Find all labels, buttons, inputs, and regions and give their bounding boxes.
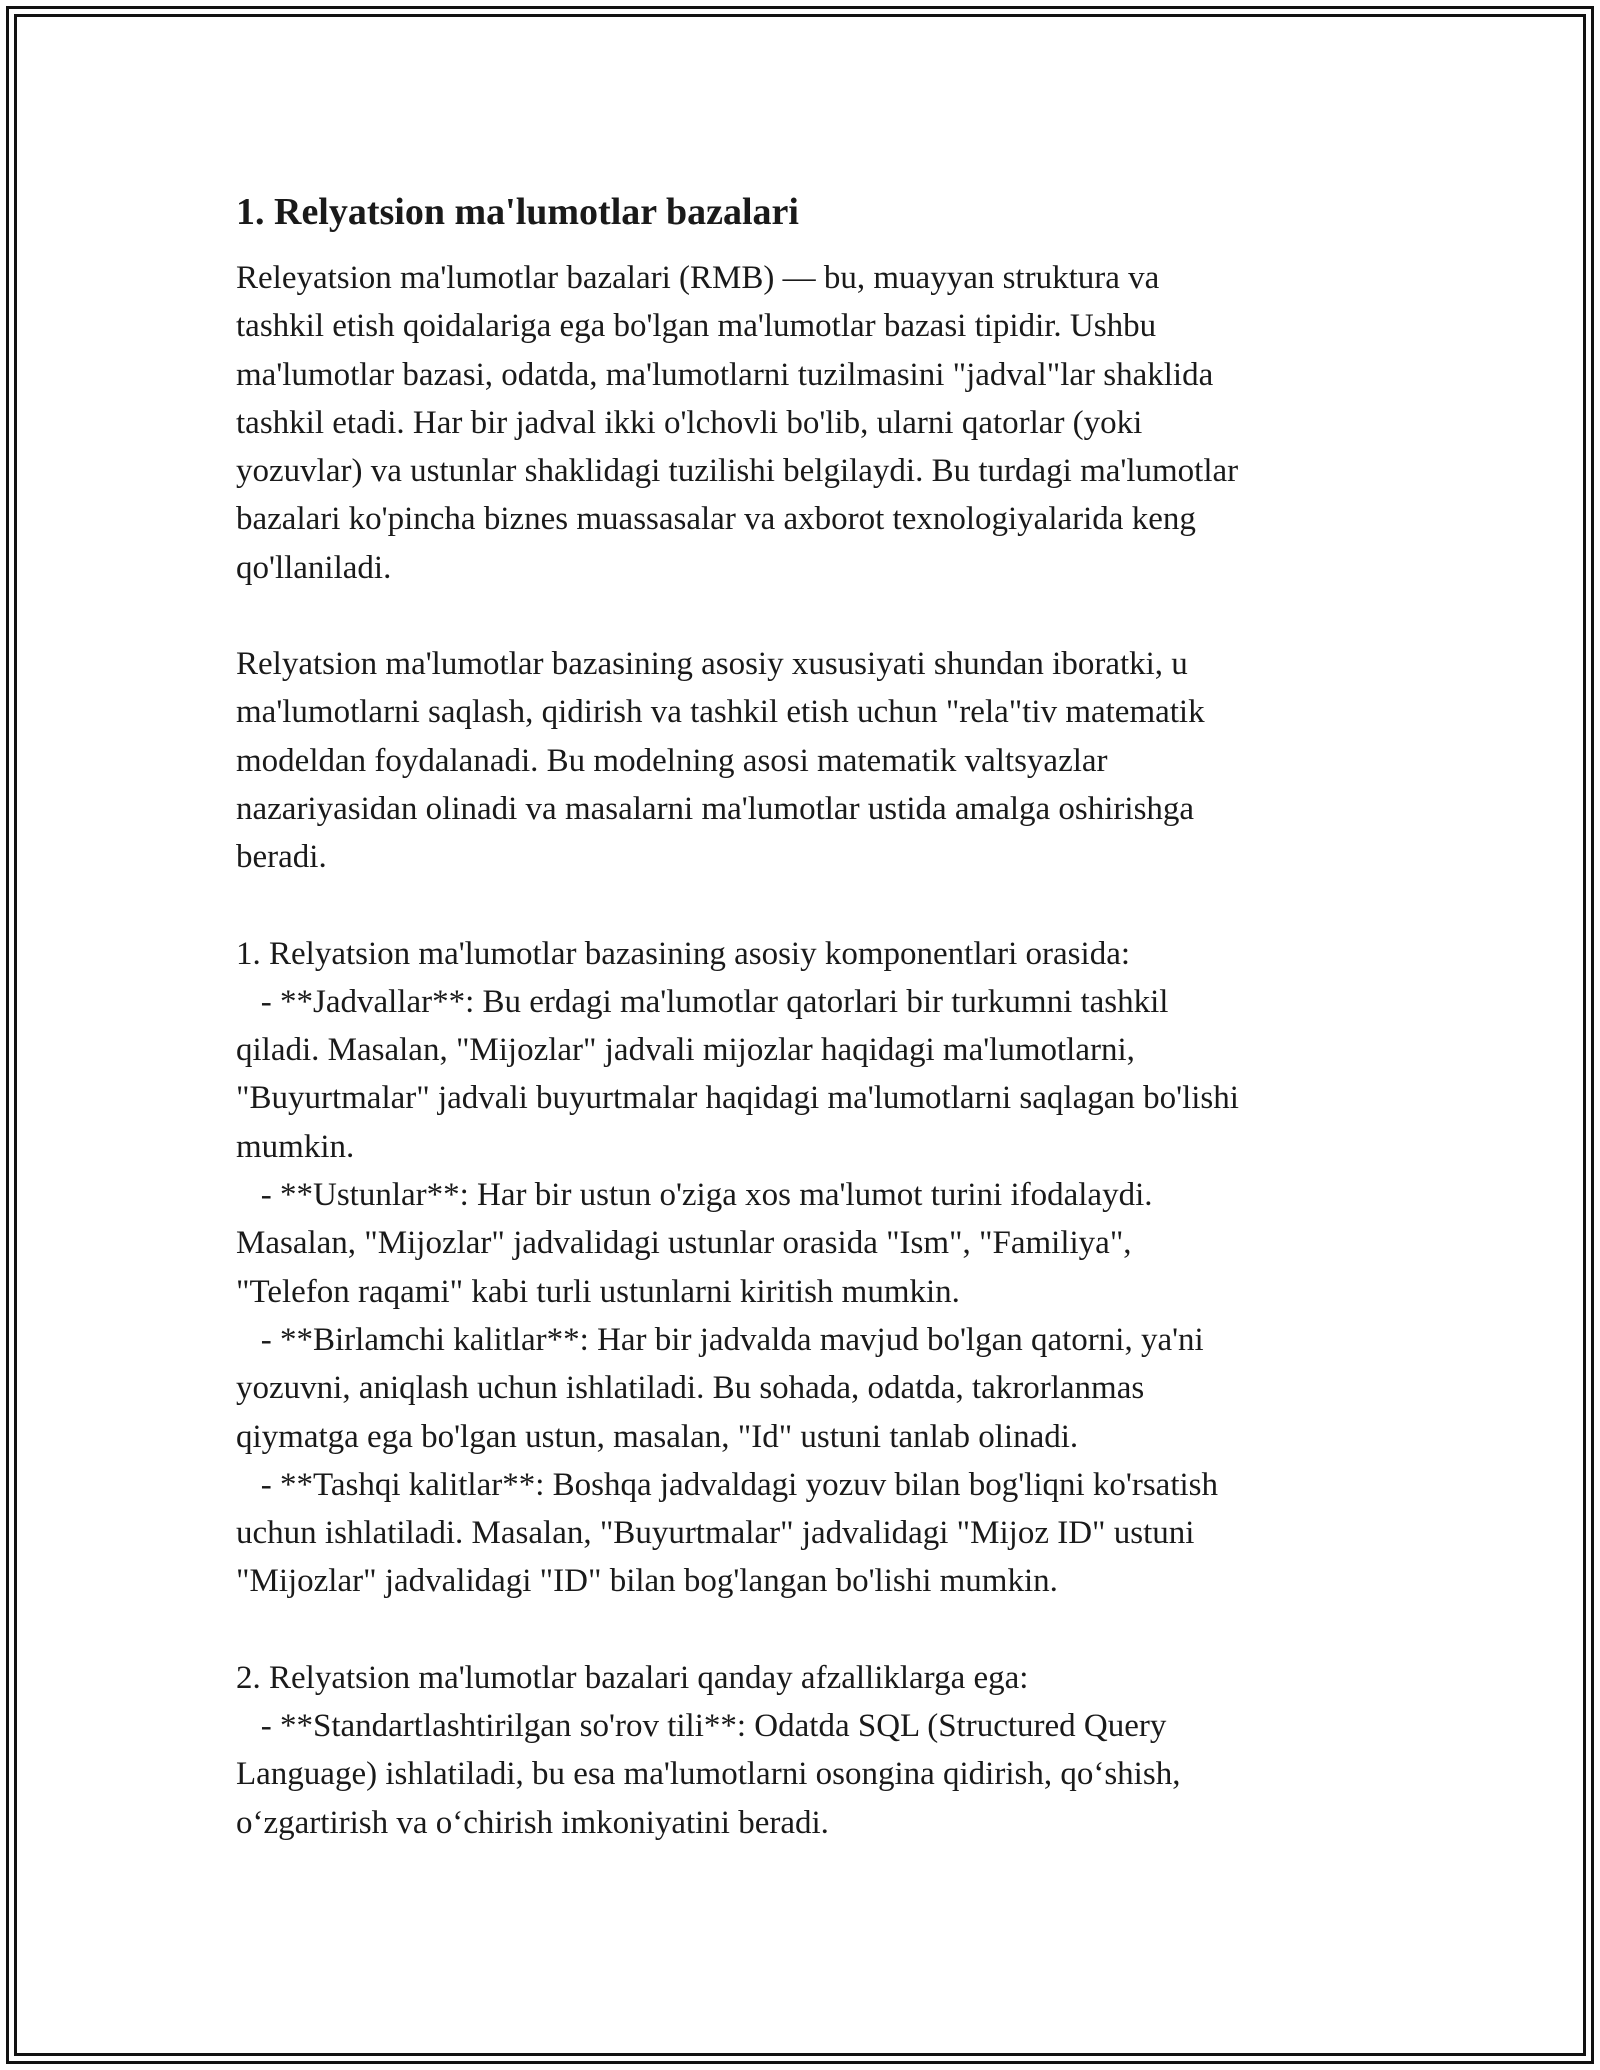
paragraph-advantages-list: 2. Relyatsion ma'lumotlar bazalari qanday afzalliklarga ega: - **Standartlashtirilgan so'rov tili**: Odatda SQL (Structured Query Language) ishlatiladi, bu esa ma'lumotlarni osongina qidirish, qo‘shish, o‘zgartirish va o‘chirish imkoniyatini beradi. (236, 1659, 1181, 1841)
paragraph-components-list: 1. Relyatsion ma'lumotlar bazasining asosiy komponentlari orasida: - **Jadvallar**: Bu erdagi ma'lumotlar qatorlari bir turkumni tashkil qiladi. Masalan, "Mijozlar" jadvali mijozlar haqidagi ma'lumotlarni, "Buyurtmalar" jadvali buyurtmalar haqidagi ma'lumotlarni saqlagan bo'lishi mumkin. - **Ustunlar**: Har bir ustun o'ziga xos ma'lumot turini ifodalaydi. Masalan, "Mijozlar" jadvalidagi ustunlar orasida "Ism", "Familiya", "Telefon raqami" kabi turli ustunlarni kiritish mumkin. - **Birlamchi kalitlar**: Har bir jadvalda mavjud bo'lgan qatorni, ya'ni yozuvni, aniqlash uchun ishlatiladi. Bu sohada, odatda, takrorlanmas qiymatga ega bo'lgan ustun, masalan, "Id" ustuni tanlab olinadi. - **Tashqi kalitlar**: Boshqa jadvaldagi yozuv bilan bog'liqni ko'rsatish uchun ishlatiladi. Masalan, "Buyurtmalar" jadvalidagi "Mijoz ID" ustuni "Mijozlar" jadvalidagi "ID" bilan bog'langan bo'lishi mumkin. (236, 935, 1239, 1600)
paragraph-intro: Releyatsion ma'lumotlar bazalari (RMB) — bu, muayyan struktura va tashkil etish qoidalariga ega bo'lgan ma'lumotlar bazasi tipidir. Ushbu ma'lumotlar bazasi, odatda, ma'lumotlarni tuzilmasini "jadval"lar shaklida tashkil etadi. Har bir jadval ikki o'lchovli bo'lib, ularni qatorlar (yoki yozuvlar) va ustunlar shaklidagi tuzilishi belgilaydi. Bu turdagi ma'lumotlar bazalari ko'pincha biznes muassasalar va axborot texnologiyalarida keng qo'llaniladi. (236, 260, 1239, 586)
document-body (236, 186, 1366, 1847)
paragraph-main-feature: Relyatsion ma'lumotlar bazasining asosiy xususiyati shundan iboratki, u ma'lumotlarni saqlash, qidirish va tashkil etish uchun "rela"tiv matematik modeldan foydalanadi. Bu modelning asosi matematik valtsyazlar nazariyasidan olinadi va masalarni ma'lumotlar ustida amalga oshirishga beradi. (236, 646, 1205, 876)
document-title: 1. Relyatsion ma'lumotlar bazalari (236, 191, 799, 233)
